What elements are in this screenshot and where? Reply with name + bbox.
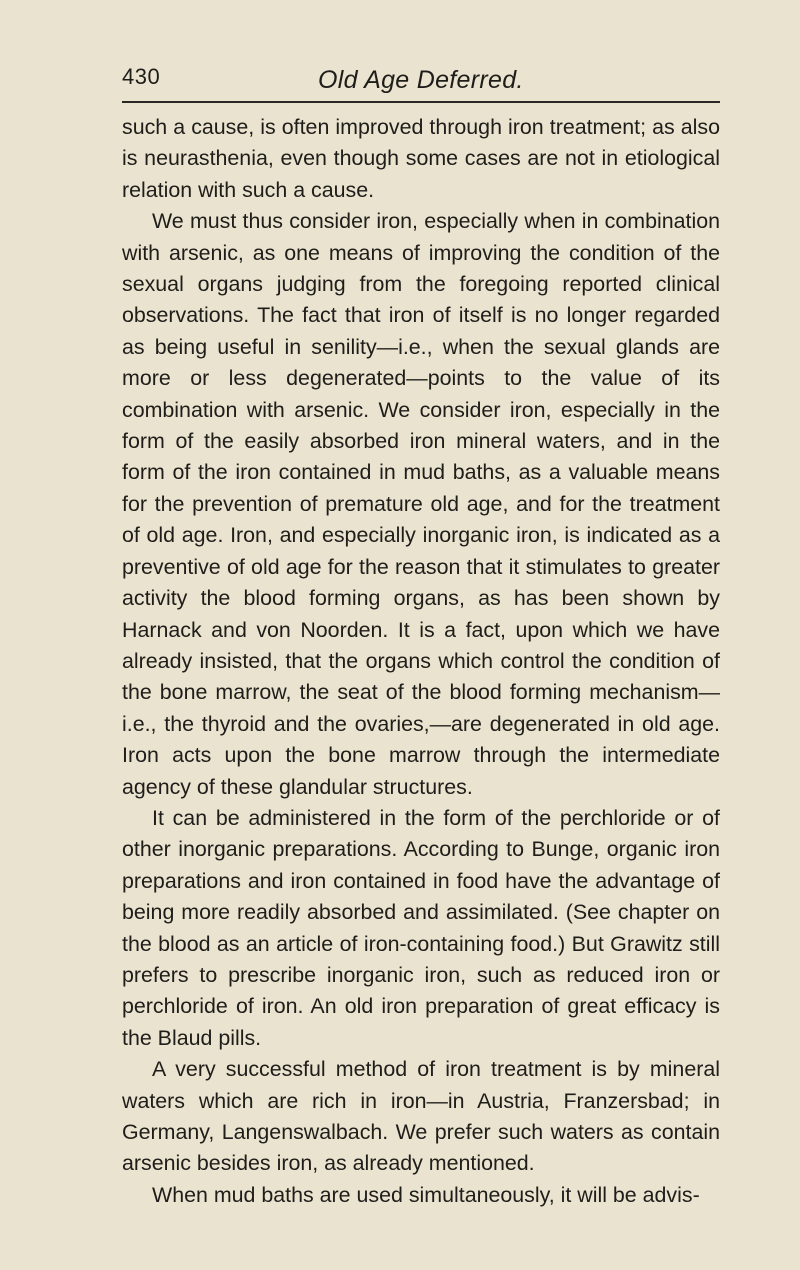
- page-number: 430: [122, 64, 161, 89]
- paragraph-administration: It can be administered in the form of the perchloride or of other inorganic preparations. According to Bunge, organic iron preparations and iron contained in food have the advantage of being more readily absorbed and assimilated. (See chapter on the blood as an article of iron-containing food.) But Grawitz still prefers to prescribe inorganic iron, such as reduced iron or perchloride of iron. An old iron preparation of great efficacy is the Blaud pills.: [122, 805, 720, 1050]
- paragraph-iron-arsenic: We must thus consider iron, especially when in combination with arsenic, as one means of improving the condition of the sexual organs judging from the foregoing reported clinical observations. The fact that iron of itself is no longer regarded as being useful in senility—i.e., when the sexual glands are more or less degenerated—points to the value of its combination with arsenic. We consider iron, especially in the form of the easily absorbed iron mineral waters, and in the form of the iron contained in mud baths, as a valuable means for the prevention of premature old age, and for the treatment of old age. Iron, and especially inorganic iron, is indicated as a preventive of old age for the reason that it stimulates to greater activity the blood forming organs, as has been shown by Harnack and von Noorden. It is a fact, upon which we have already insisted, that the organs which control the condition of the bone marrow, the seat of the blood forming mechanism—i.e., the thyroid and the ovaries,—are degenerated in old age. Iron acts upon the bone marrow through the intermediate agency of these glandular structures.: [122, 209, 720, 799]
- running-title: Old Age Deferred.: [318, 66, 524, 94]
- paragraph-mud-baths: When mud baths are used simultaneously, it will be advis-: [152, 1182, 700, 1207]
- body-text: [122, 112, 720, 1211]
- paragraph-mineral-waters: A very successful method of iron treatment is by mineral waters which are rich in iron—in Austria, Franzersbad; in Germany, Langenswalbach. We prefer such waters as contain arsenic besides iron, as already mentioned.: [122, 1057, 720, 1176]
- header-rule: [122, 101, 720, 103]
- running-head: [122, 56, 720, 102]
- paragraph-continuation: such a cause, is often improved through iron treatment; as also is neurasthenia, even though some cases are not in etiological relation with such a cause.: [122, 115, 720, 202]
